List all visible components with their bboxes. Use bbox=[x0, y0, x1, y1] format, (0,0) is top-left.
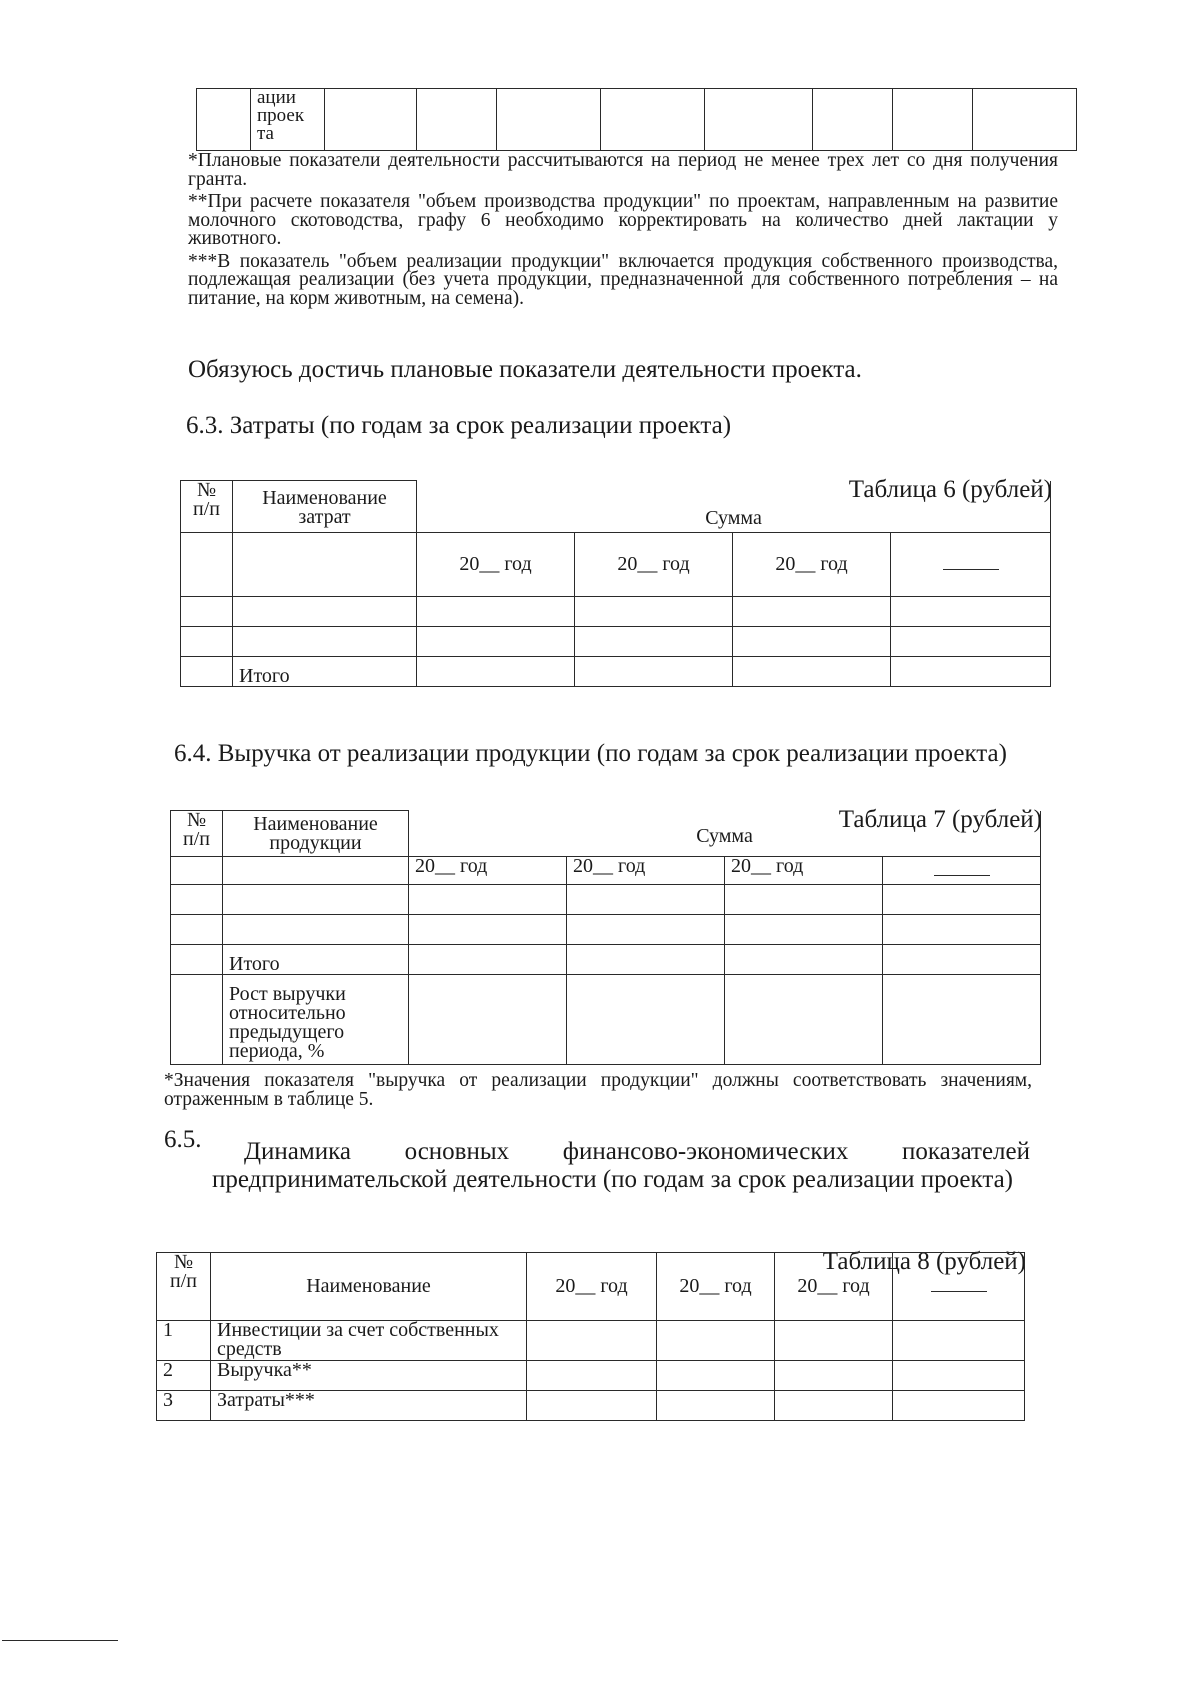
table-8-year-2: 20__ год bbox=[657, 1253, 775, 1321]
table-7-revenue bbox=[170, 810, 1041, 1065]
footnote-2: **При расчете показателя "объем производства продукции" по проектам, направленным на развитие молочного скотоводства, графу 6 необходимо корректировать на количество дней лактации у животного. bbox=[188, 191, 1058, 249]
table-6-total-label: Итого bbox=[233, 657, 417, 687]
table-7-year-1: 20__ год bbox=[409, 857, 567, 885]
section-6-3-heading: 6.3. Затраты (по годам за срок реализации проекта) bbox=[186, 412, 732, 439]
table-7-year-3: 20__ год bbox=[725, 857, 883, 885]
table-7-caption: Таблица 7 (рублей) bbox=[838, 806, 1042, 833]
table-6-year-3: 20__ год bbox=[733, 533, 891, 597]
table-6-caption: Таблица 6 (рублей) bbox=[848, 476, 1052, 503]
table-8-header-num: № п/п bbox=[157, 1253, 211, 1321]
section-6-5-heading-num: 6.5. bbox=[164, 1126, 202, 1153]
table-8-header-name: Наименование bbox=[211, 1253, 527, 1321]
table-6-header-name: Наименование затрат bbox=[233, 481, 417, 533]
table-8-row-2-label: Выручка** bbox=[211, 1361, 527, 1391]
footnote-3: ***В показатель "объем реализации продукции" включается продукция собственного производства, подлежащая реализации (без учета продукции, предназначенной для собственного потребления – на питание, на корм животным, на семена). bbox=[188, 250, 1058, 309]
table-8-caption: Таблица 8 (рублей) bbox=[822, 1248, 1026, 1275]
table-6-year-2: 20__ год bbox=[575, 533, 733, 597]
section-6-4-heading: 6.4. Выручка от реализации продукции (по годам за срок реализации проекта) bbox=[174, 740, 1007, 767]
table-row bbox=[157, 1361, 1025, 1391]
footnote-1: *Плановые показатели деятельности рассчитываются на период не менее трех лет со дня получения гранта. bbox=[188, 150, 1058, 190]
table-7-header-name: Наименование продукции bbox=[223, 811, 409, 857]
section-6-5-heading-line1: Динамика основных финансово-экономических показателей bbox=[244, 1138, 1030, 1165]
table-8-row-2-num: 2 bbox=[157, 1361, 211, 1391]
table-8-row-3-label: Затраты*** bbox=[211, 1391, 527, 1421]
footnotes bbox=[188, 152, 1058, 308]
table-6-year-blank bbox=[891, 533, 1051, 597]
commitment-text: Обязуюсь достичь плановые показатели деятельности проекта. bbox=[188, 356, 862, 383]
section-6-5-heading-rest: предпринимательской деятельности (по годам за срок реализации проекта) bbox=[212, 1166, 1013, 1193]
table-7-footnote: *Значения показателя "выручка от реализации продукции" должны соответствовать значениям, отраженным в таблице 5. bbox=[164, 1070, 1032, 1110]
table-7-year-2: 20__ год bbox=[567, 857, 725, 885]
footer-rule bbox=[2, 1640, 118, 1641]
table-7-total-label: Итого bbox=[223, 945, 409, 975]
top-table-fragment bbox=[196, 88, 1077, 151]
table-7-header-sum: Сумма bbox=[409, 811, 1041, 857]
table-8-dynamics bbox=[156, 1252, 1025, 1421]
table-row bbox=[157, 1391, 1025, 1421]
table-7-growth-label: Рост выручки относительно предыдущего периода, % bbox=[223, 975, 409, 1065]
table-8-row-1-num: 1 bbox=[157, 1321, 211, 1361]
table-6-year-1: 20__ год bbox=[417, 533, 575, 597]
table-8-year-blank bbox=[893, 1253, 1025, 1321]
table-row bbox=[157, 1321, 1025, 1361]
table-6-costs bbox=[180, 480, 1051, 687]
table-8-row-1-label: Инвестиции за счет собственных средств bbox=[211, 1321, 527, 1361]
table-8-year-1: 20__ год bbox=[527, 1253, 657, 1321]
table-8-year-3: 20__ год bbox=[775, 1253, 893, 1321]
top-table-fragment-label: ации проек та bbox=[251, 89, 325, 151]
table-6-header-num: № п/п bbox=[181, 481, 233, 533]
table-7-header-num: № п/п bbox=[171, 811, 223, 857]
table-7-year-blank bbox=[883, 857, 1041, 885]
table-8-row-3-num: 3 bbox=[157, 1391, 211, 1421]
table-6-header-sum: Сумма bbox=[417, 481, 1051, 533]
